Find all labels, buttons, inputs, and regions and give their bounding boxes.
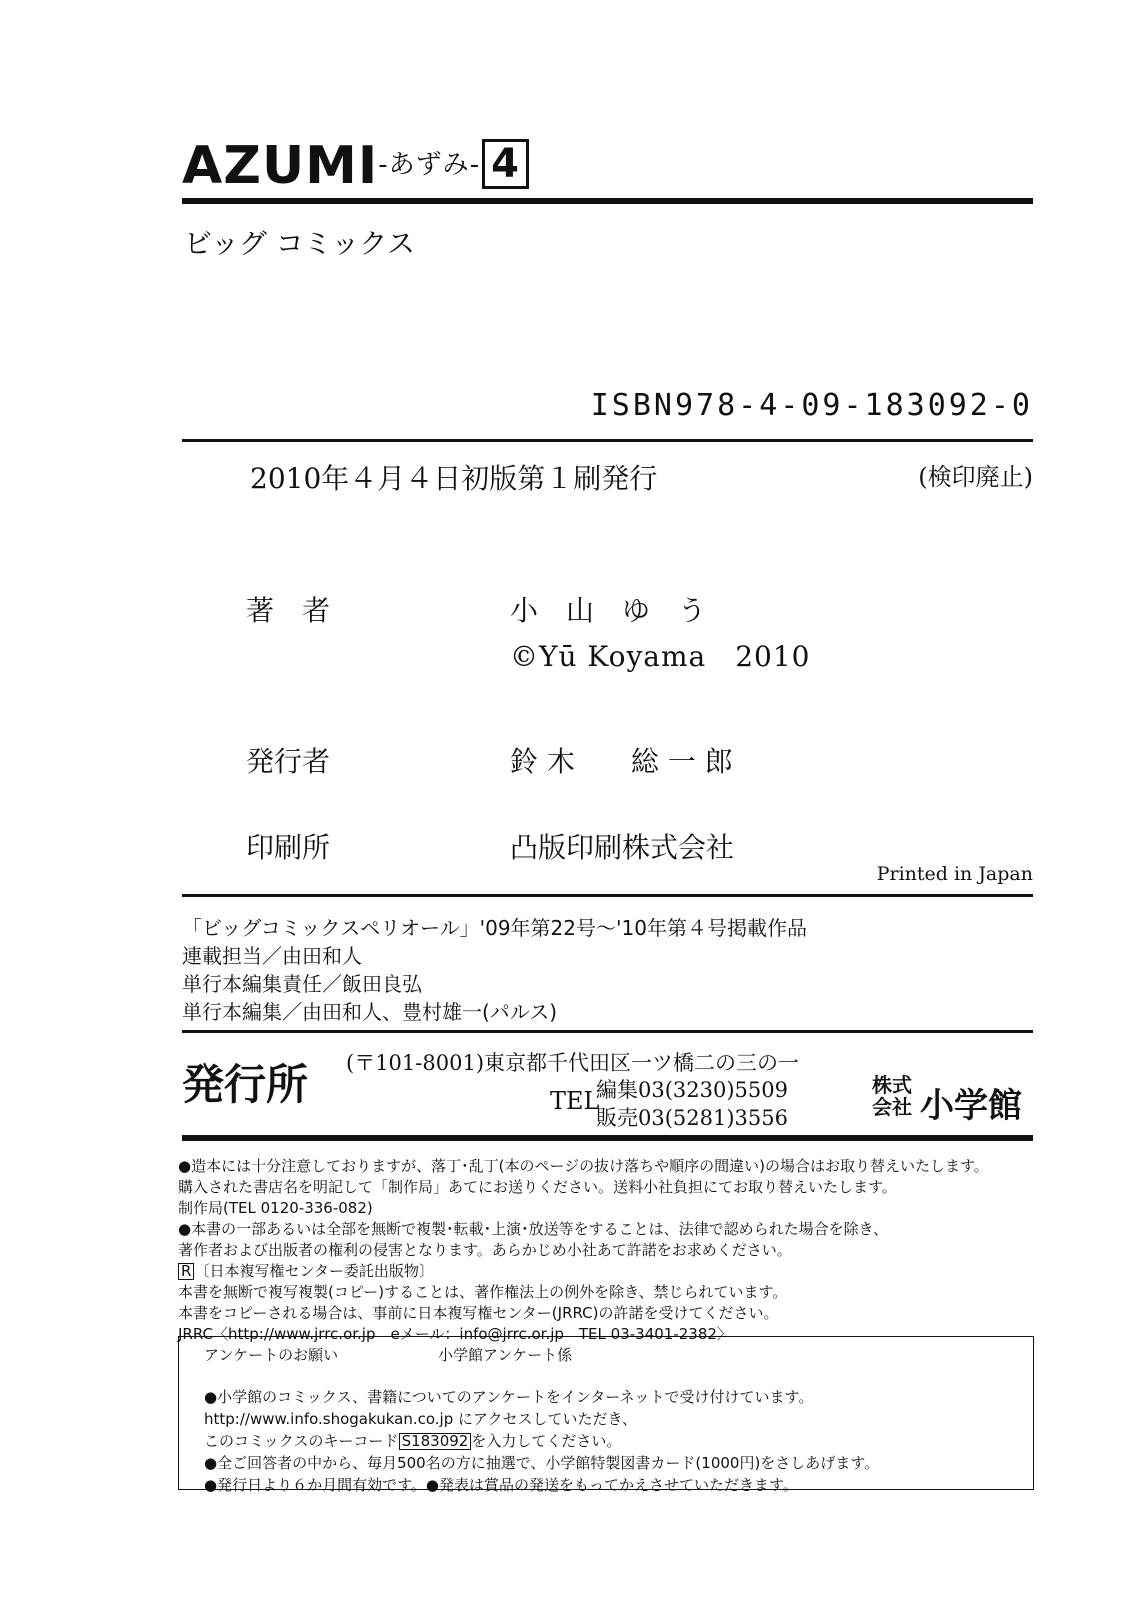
title-rule xyxy=(182,198,1033,204)
book-editor-chief-credit: 単行本編集責任／飯田良弘 xyxy=(182,972,422,996)
tel-editorial: 編集03(3230)5509 xyxy=(596,1078,788,1102)
keycode-suffix: を入力してください。 xyxy=(471,1432,622,1450)
copyright-notice: ●本書の一部あるいは全部を無断で複製･転載･上演･放送等をすることは、法律で認められた場合を除き、 xyxy=(178,1220,888,1238)
survey-url: http://www.info.shogakukan.co.jp にアクセスしていただき、 xyxy=(204,1410,637,1428)
publisher-person-label: 発行者 xyxy=(246,745,331,778)
survey-heading: アンケートのお願い xyxy=(204,1346,339,1364)
publisher-rule xyxy=(182,1135,1033,1141)
company-type: 株式会社 xyxy=(872,1073,912,1119)
book-editor-credit: 単行本編集／由田和人、豊村雄一(パルス) xyxy=(182,1000,558,1024)
series-label: ビッグ コミックス xyxy=(184,227,415,260)
jrrc-notice-text: 〔日本複写権センター委託出版物〕 xyxy=(194,1262,434,1280)
survey-keycode-line xyxy=(204,1430,621,1451)
publisher-person-name: 鈴 木 総 一 郎 xyxy=(510,745,733,778)
title-dash-right: - xyxy=(469,150,481,180)
survey-validity: ●発行日より６か月間有効です。●発表は賞品の発送をもってかえさせていただきます。 xyxy=(204,1476,798,1494)
publisher-label: 発行所 xyxy=(182,1060,309,1109)
printer-label: 印刷所 xyxy=(246,831,331,864)
registered-mark-icon: R xyxy=(178,1263,194,1280)
defect-instructions: 購入された書店名を明記して「制作局」あてにお送りください。送料小社負担にてお取り替えいたします。 xyxy=(178,1178,897,1196)
survey-lottery: ●全ご回答者の中から、毎月500名の方に抽選で、小学館特製図書カード(1000円)をさしあげます。 xyxy=(204,1454,880,1472)
volume-number: 4 xyxy=(482,139,529,189)
book-title xyxy=(182,136,529,196)
jrrc-contact: JRRC〈http://www.jrrc.or.jp eメール：info@jrrc.or.jp TEL 03-3401-2382〉 xyxy=(178,1325,732,1343)
author-label: 著 者 xyxy=(246,594,331,627)
serialization-credit: 「ビッグコミックスペリオール」'09年第22号～'10年第４号掲載作品 xyxy=(182,916,807,940)
publisher-address: (〒101-8001)東京都千代田区一ツ橋二の三の一 xyxy=(346,1051,800,1075)
first-edition-date: 2010年４月４日初版第１刷発行 xyxy=(250,462,658,495)
keycode-prefix: このコミックスのキーコード xyxy=(204,1432,399,1450)
production-dept-contact: 制作局(TEL 0120-336-082) xyxy=(178,1199,373,1217)
copyright-notice-cont: 著作者および出版者の権利の侵害となります。あらかじめ小社あて許諾をお求めください。 xyxy=(178,1241,792,1259)
printer-name: 凸版印刷株式会社 xyxy=(510,831,735,864)
keycode: S183092 xyxy=(399,1433,472,1450)
title-dash-left: - xyxy=(378,150,389,180)
title-kana: あずみ xyxy=(388,150,470,180)
serial-editor-credit: 連載担当／由田和人 xyxy=(182,944,362,968)
jrrc-notice xyxy=(178,1260,434,1281)
copy-prohibition: 本書を無断で複写複製(コピー)することは、著作権法上の例外を除き、禁じられています。 xyxy=(178,1283,788,1301)
company-name: 小学館 xyxy=(920,1086,1022,1126)
isbn-rule xyxy=(182,439,1033,442)
colophon-rule xyxy=(182,894,1033,897)
copy-permission: 本書をコピーされる場合は、事前に日本複写権センター(JRRC)の許諾を受けてください。 xyxy=(178,1304,779,1322)
tel-sales: 販売03(5281)3556 xyxy=(596,1106,788,1130)
survey-dept: 小学館アンケート係 xyxy=(438,1346,573,1364)
defect-notice: ●造本には十分注意しておりますが、落丁･乱丁(本のページの抜け落ちや順序の間違い)の場合はお取り替えいたします。 xyxy=(178,1157,989,1175)
survey-line-1: ●小学館のコミックス、書籍についてのアンケートをインターネットで受け付けています。 xyxy=(204,1388,814,1406)
tel-label: TEL xyxy=(550,1087,600,1115)
credits-rule xyxy=(182,1030,1033,1033)
printed-in-japan: Printed in Japan xyxy=(876,863,1033,885)
copyright-line: ©Yū Koyama 2010 xyxy=(510,640,811,673)
isbn: ISBN978-4-09-183092-0 xyxy=(590,388,1033,423)
title-main: AZUMI xyxy=(182,136,379,196)
seal-abolished-note: (検印廃止) xyxy=(918,463,1033,491)
author-name: 小 山 ゆ う xyxy=(510,594,707,627)
